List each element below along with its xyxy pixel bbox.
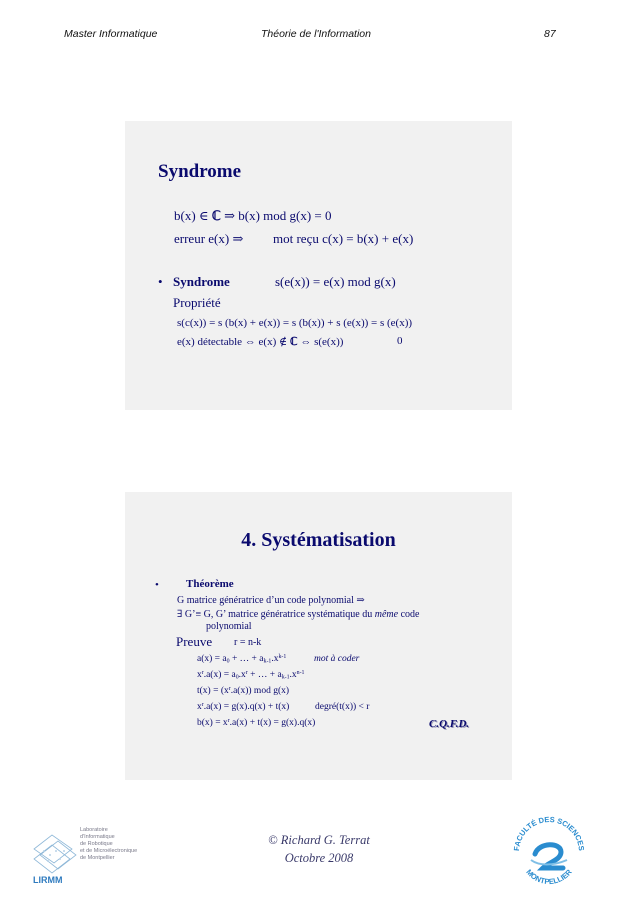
svg-text:et de Microélectronique: et de Microélectronique	[80, 848, 138, 854]
theorem-line-1: G matrice génératrice d’un code polynomial ⇒	[177, 595, 365, 606]
proof-step-3: $t(x) = (x^r.a(x))$ mod g(x)	[197, 686, 290, 697]
lirmm-name: LIRMM	[33, 875, 63, 885]
proof-label: Preuve	[176, 634, 213, 649]
proof-step-2: $x^r.a(x) = a_0.x^r$ + … + $a_{k-1}.x^{n-1}$	[197, 670, 305, 681]
theorem-line-2: ∃ G’≡ G, G’ matrice génératrice systématique du même code	[177, 609, 420, 620]
theorem-label: Théorème	[186, 578, 234, 590]
theorem-line-3: polynomial	[206, 621, 252, 632]
svg-text:de Montpellier: de Montpellier	[80, 855, 115, 861]
proof-note-word-to-encode: mot à coder	[314, 654, 360, 664]
property-label: Propriété	[173, 295, 221, 310]
svg-text:de Robotique: de Robotique	[80, 841, 113, 847]
bullet: •	[158, 274, 163, 289]
syndrome-property-formula: s(c(x)) = s (b(x) + e(x)) = s (b(x)) + s (e(x)) = s (e(x))	[177, 317, 413, 329]
error-definition: erreur e(x) ⇒	[174, 231, 244, 246]
slide-systematisation	[125, 492, 512, 780]
svg-text:FACULTÉ DES SCIENCES: FACULTÉ DES SCIENCES	[511, 814, 587, 852]
proof-step-1: $a(x) = a_0$ + … + $a_{k-1}.x^{k-1}$	[197, 654, 287, 665]
syndrome-definition: s(e(x)) = e(x) mod g(x)	[275, 274, 396, 289]
received-word-definition: mot reçu c(x) = b(x) + e(x)	[273, 231, 414, 246]
faculty-of-sciences-logo	[509, 812, 589, 888]
proof-step-4: $x^r.a(x) = g(x).q(x) + t(x)$	[197, 702, 290, 713]
proof-degree-condition: degré(t(x)) < r	[315, 702, 370, 712]
header-course: Master Informatique	[64, 28, 158, 40]
syndrome-label: Syndrome	[173, 274, 230, 289]
lirmm-logo	[30, 821, 142, 887]
detectable-error-formula: e(x) détectable ⇔ e(x) ∉ ℂ ⇔ s(e(x))	[177, 336, 344, 348]
codeword-condition: b(x) ∈ ℂ ⇒ b(x) mod g(x) = 0	[174, 208, 332, 223]
proof-step-5: $b(x) = x^r.a(x) + t(x) = g(x).q(x)$	[197, 718, 316, 729]
qed-mark: C.Q.F.D.	[429, 718, 470, 730]
svg-text:MONTPELLIER: MONTPELLIER	[524, 867, 574, 887]
slide-title: 4. Systématisation	[241, 529, 396, 551]
header-subject: Théorie de l'Information	[261, 28, 371, 40]
slide-syndrome	[125, 121, 512, 410]
svg-text:d'Informatique: d'Informatique	[80, 834, 115, 840]
syndrome-nonzero: 0	[397, 335, 403, 347]
svg-text:Laboratoire: Laboratoire	[80, 827, 108, 833]
slide-title: Syndrome	[158, 161, 242, 182]
bullet: •	[155, 579, 159, 591]
footer-date: Octobre 2008	[284, 851, 354, 865]
redundancy-definition: r = n-k	[234, 637, 262, 648]
page-number: 87	[544, 28, 556, 40]
footer-author: © Richard G. Terrat	[268, 833, 370, 847]
